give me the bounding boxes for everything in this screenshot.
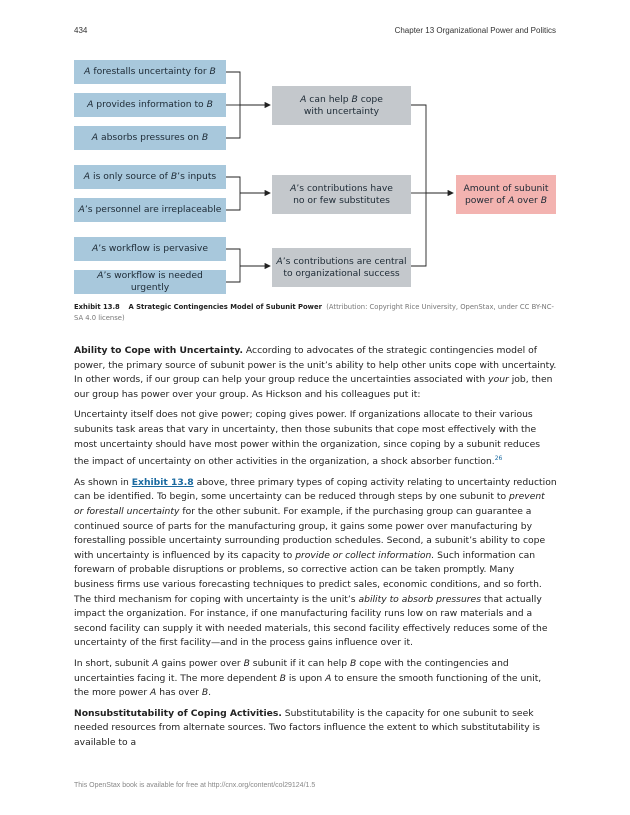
exhibit-caption (74, 302, 554, 323)
paragraph-cope-uncertainty: Ability to Cope with Uncertainty. According to advocates of the strategic contingencies model of power, the primary source of subunit power is the unit’s ability to help other units cope with uncertainty. In other words, if our group can help your group reduce the uncertainties associated with your job, then our group has power over your group. As Hickson and his colleagues put it: (74, 345, 557, 400)
box-personnel-irreplaceable: A’s personnel are irreplaceable (74, 198, 226, 222)
footer-note: This OpenStax book is available for free at http://cnx.org/content/col29124/1.5 (74, 782, 316, 789)
box-only-source-inputs: A is only source of B’s inputs (74, 165, 226, 189)
body-text (74, 344, 557, 757)
caption-attribution: (Attribution: Copyright Rice University, OpenStax, under CC BY-NC-SA 4.0 license) (74, 303, 554, 322)
paragraph-nonsubstitutability: Nonsubstitutability of Coping Activities. Substitutability is the capacity for one subunit to seek needed resources from alternate sources. Two factors influence the extent to which substitutability is available to a (74, 707, 540, 748)
paragraph-quote: Uncertainty itself does not give power; coping gives power. If organizations allocate to their various subunits task areas that vary in uncertainty, then those subunits that cope most effectively with the most uncertainty should have most power within the organization, since coping by a subunit reduces the impact of uncertainty on other activities in the organization, a shock absorber function.$^{26}$ (74, 409, 541, 468)
box-forestalls-uncertainty: A forestalls uncertainty for B (74, 60, 226, 84)
box-absorbs-pressures: A absorbs pressures on B (74, 126, 226, 150)
box-no-substitutes: A’s contributions have no or few substitutes (272, 175, 411, 214)
chapter-title: Chapter 13 Organizational Power and Politics (394, 26, 556, 35)
box-central-to-success: A’s contributions are central to organizational success (272, 248, 411, 287)
box-provides-information: A provides information to B (74, 93, 226, 117)
page-number: 434 (74, 26, 88, 35)
box-workflow-pervasive: A’s workflow is pervasive (74, 237, 226, 261)
exhibit-link[interactable]: Exhibit 13.8 (131, 476, 194, 488)
paragraph-summary: In short, subunit A gains power over B subunit if it can help B cope with the contingencies and uncertainties facing it. The more dependent B is upon A to ensure the smooth functioning of the unit, the more power A has over B. (74, 657, 542, 699)
box-workflow-urgent: A’s workflow is needed urgently (74, 270, 226, 294)
box-subunit-power: Amount of subunit power of A over B (456, 175, 556, 214)
paragraph-coping-types: As shown in Exhibit 13.8 above, three primary types of coping activity relating to uncertainty reduction can be identified. To begin, some uncertainty can be reduced through steps by one subunit to prevent or forestall uncertainty for the other subunit. For example, if the purchasing group can guarantee a continued source of parts for the manufacturing group, it gains some power over manufacturing by forestalling possible uncertainty surrounding production schedules. Second, a subunit’s ability to cope with uncertainty is influenced by its capacity to provide or collect information. Such information can forewarn of probable disruptions or problems, so corrective action can be taken promptly. Many business firms use various forecasting techniques to predict sales, economic conditions, and so forth. The third mechanism for coping with uncertainty is the unit’s ability to absorb pressures that actually impact the organization. For instance, if one manufacturing facility runs low on raw materials and a second facility can supply it with needed materials, this second facility effectively reduces some of the uncertainty of the first facility—and in the process gains influence over it. (74, 476, 557, 649)
caption-label: Exhibit 13.8 (74, 303, 120, 311)
footnote-ref[interactable]: 26 (494, 455, 503, 463)
caption-title: A Strategic Contingencies Model of Subunit Power (128, 303, 322, 311)
strategic-contingencies-diagram (0, 0, 630, 300)
box-help-cope-uncertainty: A can help B cope with uncertainty (272, 86, 411, 125)
